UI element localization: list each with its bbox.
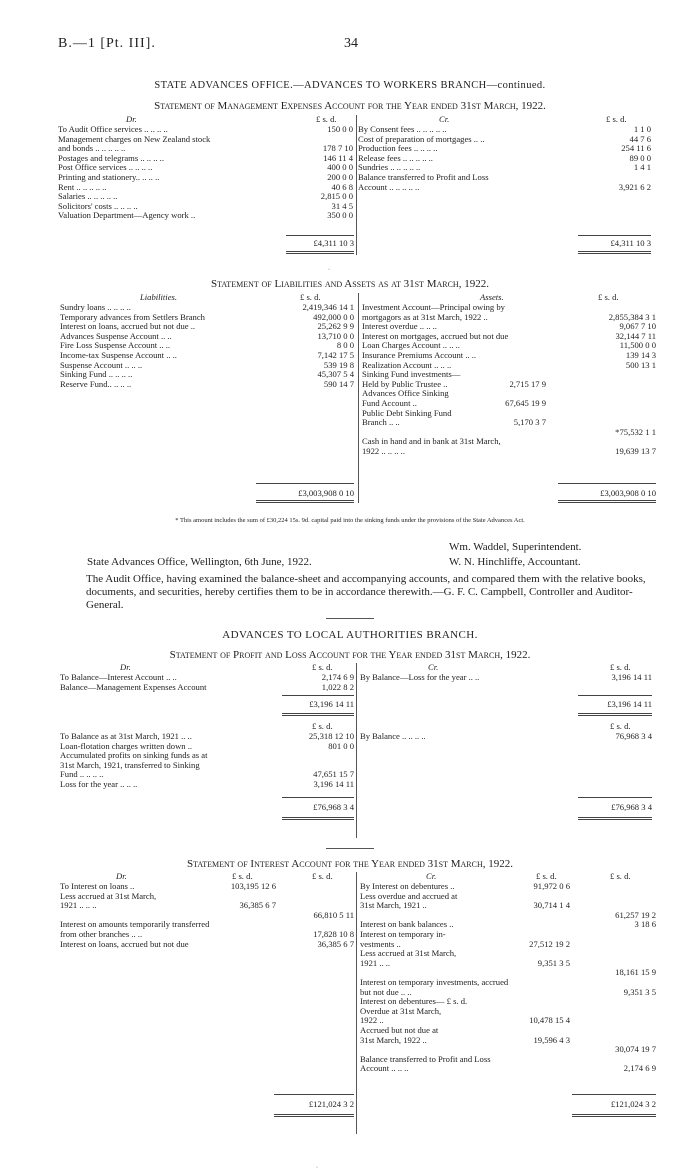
account-row	[360, 673, 652, 683]
currency-header: £ s. d.	[536, 871, 557, 881]
account-row	[360, 1036, 656, 1046]
liabilities-label: Liabilities.	[140, 292, 178, 302]
row-amount: 500 13 1	[625, 359, 656, 370]
row-amount: 36,385 6 7	[317, 938, 354, 949]
liab-account	[60, 293, 656, 503]
row-amount: 76,968 3 4	[615, 731, 652, 741]
signature-place-date: State Advances Office, Wellington, 6th June, 1922.	[87, 556, 312, 568]
row-amount: 17,828 10 8	[313, 928, 354, 939]
row-description: Valuation Department—Agency work ..	[58, 210, 196, 221]
row-description: Interest on loans, accrued but not due	[60, 938, 189, 949]
pl-total-1-cr: £3,196 14 11	[607, 699, 652, 709]
pl-total-2-cr: £76,968 3 4	[611, 802, 652, 812]
row-amount: 1 1 0	[633, 124, 651, 134]
interest-total-dr: £121,024 3 2	[308, 1099, 354, 1109]
account-row	[360, 1064, 656, 1074]
row-description: Public Debt Sinking Fund	[362, 407, 452, 418]
row-description: Income-tax Suspense Account .. ..	[60, 349, 177, 360]
mgmt-account	[58, 114, 651, 255]
row-description: Post Office services .. .. .. ..	[58, 162, 153, 173]
pl-total-1-dr: £3,196 14 11	[309, 699, 354, 709]
row-description: Rent .. .. .. .. ..	[58, 181, 107, 192]
row-subamount: 67,645 19 9	[505, 397, 546, 408]
row-description: Balance transferred to Profit and Loss	[358, 171, 489, 182]
row-amount: 350 0 0	[327, 210, 353, 221]
currency-header: £ s. d.	[598, 292, 619, 302]
row-description: 31st March, 1921 ..	[360, 900, 427, 911]
row-description: Postages and telegrams .. .. .. ..	[58, 152, 164, 163]
row-amount: 9,067 7 10	[619, 321, 656, 332]
row-amount: 400 0 0	[327, 162, 353, 173]
local-authorities-title: ADVANCES TO LOCAL AUTHORITIES BRANCH.	[222, 629, 478, 641]
currency-header: £ s. d.	[312, 662, 333, 672]
row-amount: 3,196 14 11	[313, 778, 354, 789]
row-amount: 66,810 5 11	[313, 909, 354, 920]
row-amount: 139 14 3	[625, 349, 656, 360]
row-amount: 44 7 6	[629, 133, 651, 144]
row-subamount: 2,715 17 9	[509, 378, 546, 389]
row-amount: 19,639 13 7	[615, 445, 656, 456]
row-subamount: 27,512 19 2	[529, 938, 570, 949]
row-amount: 89 0 0	[629, 152, 651, 163]
row-subamount: 30,714 1 4	[533, 900, 570, 911]
row-description: Reserve Fund.. .. .. ..	[60, 378, 132, 389]
account-row	[60, 683, 354, 693]
row-description: vestments ..	[360, 938, 401, 949]
account-row	[362, 418, 656, 428]
dr-label: Dr.	[126, 114, 137, 124]
currency-header: £ s. d.	[606, 114, 627, 124]
row-description: Less accrued at 31st March,	[60, 890, 157, 901]
row-amount: 3 18 6	[634, 919, 656, 930]
cr-label: Cr.	[426, 871, 437, 881]
pl-statement-title: Statement of Profit and Loss Account for the Year ended 31st March, 1922.	[169, 649, 531, 661]
currency-header: £ s. d.	[300, 292, 321, 302]
row-description: Account .. .. .. .. ..	[358, 181, 420, 192]
account-row	[60, 380, 354, 390]
row-description: Production fees .. .. .. ..	[358, 143, 438, 154]
row-description: 31st March, 1922 ..	[360, 1034, 427, 1045]
row-amount: 25,318 12 10	[308, 731, 354, 741]
row-amount: 7,142 17 5	[317, 349, 354, 360]
row-description: from other branches .. ..	[60, 928, 143, 939]
mgmt-statement-title: Statement of Management Expenses Account for the Year ended 31st March, 1922.	[154, 100, 546, 112]
row-description: 31st March, 1921, transferred to Sinking	[60, 759, 200, 770]
row-description: By Interest on debentures ..	[360, 881, 455, 891]
row-amount: 1,022 8 2	[321, 681, 354, 692]
row-description: Investment Account—Principal owing by	[362, 302, 505, 312]
row-description: By Balance—Loss for the year .. ..	[360, 672, 480, 682]
account-row	[60, 940, 354, 950]
row-description: Advances Suspense Account .. ..	[60, 330, 172, 341]
row-description: Interest on bank balances ..	[360, 919, 454, 930]
interest-account	[60, 872, 656, 1134]
row-description: Release fees .. .. .. .. ..	[358, 152, 433, 163]
account-row	[362, 409, 656, 419]
currency-header: £ s. d.	[312, 721, 333, 731]
page-foot-mark: ·	[316, 1165, 318, 1171]
assets-label: Assets.	[480, 292, 504, 302]
pl-total-2-dr: £76,968 3 4	[313, 802, 354, 812]
row-description: and bonds .. .. .. .. ..	[58, 143, 126, 154]
row-amount: 47,651 15 7	[313, 769, 354, 780]
currency-header: £ s. d.	[610, 662, 631, 672]
row-description: Loan Charges Account .. .. ..	[362, 340, 460, 351]
row-amount: 18,161 15 9	[615, 967, 656, 978]
row-description: To Balance as at 31st March, 1921 .. ..	[60, 731, 192, 741]
footnote: * This amount includes the sum of £30,224 15s. 9d. capital paid into the sinking funds under the provisions of the State Advances Act.	[175, 517, 525, 524]
row-description: Sinking Fund investments—	[362, 369, 461, 380]
row-description: Fund Account ..	[362, 397, 417, 408]
row-description: Cash in hand and in bank at 31st March,	[362, 436, 501, 447]
dr-label: Dr.	[120, 662, 131, 672]
liab-total: £3,003,908 0 10	[298, 488, 354, 498]
row-description: To Audit Office services .. .. .. ..	[58, 124, 168, 134]
row-description: Interest on temporary investments, accrued	[360, 976, 509, 987]
row-amount: 178 7 10	[322, 143, 353, 154]
row-description: To Interest on loans ..	[60, 881, 135, 891]
row-amount: 539 19 8	[323, 359, 354, 370]
row-amount: 2,174 6 9	[321, 672, 354, 682]
row-description: Sinking Fund .. .. .. ..	[60, 369, 133, 380]
row-amount: 8 0 0	[336, 340, 354, 351]
cr-label: Cr.	[428, 662, 439, 672]
row-description: Sundry loans .. .. .. ..	[60, 302, 131, 312]
row-amount: 492,000 0 0	[313, 311, 354, 322]
currency-header: £ s. d.	[610, 871, 631, 881]
signatory-superintendent: Wm. Waddel, Superintendent.	[449, 541, 582, 553]
row-amount: 150 0 0	[327, 124, 353, 134]
mgmt-total-cr: £4,311 10 3	[610, 238, 651, 248]
row-description: Solicitors' costs .. .. .. ..	[58, 200, 138, 211]
row-amount: 2,419,346 14 1	[302, 302, 354, 312]
account-row	[358, 183, 651, 193]
row-description: Interest on temporary in-	[360, 928, 446, 939]
row-amount: 9,351 3 5	[623, 986, 656, 997]
row-description: Interest on debentures— £ s. d.	[360, 996, 468, 1007]
row-description: Interest on loans, accrued but not due ..	[60, 321, 196, 332]
account-row	[362, 447, 656, 457]
account-row	[362, 437, 656, 447]
account-row	[60, 780, 354, 790]
row-amount: 1 4 1	[633, 162, 651, 173]
row-amount: 254 11 6	[621, 143, 651, 154]
row-description: Salaries .. .. .. .. ..	[58, 191, 118, 202]
row-subamount: 9,351 3 5	[537, 957, 570, 968]
account-row	[360, 930, 656, 940]
row-amount: 61,257 19 2	[615, 909, 656, 920]
row-description: 1921 .. .. ..	[60, 900, 97, 911]
row-subamount: 103,195 12 6	[230, 881, 276, 891]
row-description: Advances Office Sinking	[362, 388, 449, 399]
row-description: Interest on mortgages, accrued but not due	[362, 330, 509, 341]
row-description: Management charges on New Zealand stock	[58, 133, 211, 144]
separator-dot: ·	[328, 267, 330, 273]
row-description: 1922 ..	[360, 1015, 384, 1026]
account-row	[360, 732, 652, 742]
row-description: Balance—Management Expenses Account	[60, 681, 207, 692]
row-description: Interest on amounts temporarily transferred	[60, 919, 210, 930]
row-description: 1921 .. ..	[360, 957, 391, 968]
workers-branch-title: STATE ADVANCES OFFICE.—ADVANCES TO WORKERS BRANCH—continued.	[154, 80, 546, 91]
account-row	[360, 959, 656, 969]
row-description: Overdue at 31st March,	[360, 1005, 442, 1016]
row-amount: 2,855,384 3 1	[608, 311, 656, 322]
account-row	[60, 761, 354, 771]
row-amount: 13,710 0 0	[317, 330, 354, 341]
row-description: Balance transferred to Profit and Loss	[360, 1053, 491, 1064]
row-amount: 200 0 0	[327, 171, 353, 182]
currency-header: £ s. d.	[316, 114, 337, 124]
row-subamount: 91,972 0 6	[533, 881, 570, 891]
currency-header: £ s. d.	[610, 721, 631, 731]
row-description: Accrued but not due at	[360, 1024, 439, 1035]
row-description: Sundries .. .. .. .. ..	[358, 162, 421, 173]
assets-total: £3,003,908 0 10	[600, 488, 656, 498]
page-reference: B.—1 [Pt. III].	[58, 36, 156, 51]
row-description: Less accrued at 31st March,	[360, 948, 457, 959]
row-amount: 31 4 5	[331, 200, 353, 211]
row-amount: 11,500 0 0	[619, 340, 656, 351]
row-description: Less overdue and accrued at	[360, 890, 458, 901]
row-subamount: 36,385 6 7	[239, 900, 276, 911]
row-description: 1922 .. .. .. ..	[362, 445, 405, 456]
row-description: Accumulated profits on sinking funds as at	[60, 750, 208, 761]
cr-label: Cr.	[439, 114, 450, 124]
interest-total-cr: £121,024 3 2	[610, 1099, 656, 1109]
page-number: 34	[344, 36, 358, 51]
row-description: Fund .. .. .. ..	[60, 769, 104, 780]
currency-header: £ s. d.	[232, 871, 253, 881]
row-amount: 25,262 9 9	[317, 321, 354, 332]
row-description: By Consent fees .. .. .. .. ..	[358, 124, 447, 134]
row-amount: 2,815 0 0	[320, 191, 353, 202]
row-amount: 32,144 7 11	[615, 330, 656, 341]
row-amount: 146 11 4	[323, 152, 353, 163]
row-subamount: 10,478 15 4	[529, 1015, 570, 1026]
row-description: Fire Loss Suspense Account .. ..	[60, 340, 171, 351]
row-description: Loan-flotation charges written down ..	[60, 740, 193, 751]
interest-statement-title: Statement of Interest Account for the Year ended 31st March, 1922.	[186, 858, 514, 870]
liab-statement-title: Statement of Liabilities and Assets as at 31st March, 1922.	[211, 278, 489, 290]
row-description: To Balance—Interest Account .. ..	[60, 672, 177, 682]
row-description: Cost of preparation of mortgages .. ..	[358, 133, 485, 144]
row-amount: 3,196 14 11	[611, 672, 652, 682]
row-subamount: 19,596 4 3	[533, 1034, 570, 1045]
signatory-accountant: W. N. Hinchliffe, Accountant.	[449, 556, 581, 568]
row-amount: 2,174 6 9	[623, 1063, 656, 1074]
row-amount: 590 14 7	[323, 378, 354, 389]
row-description: Insurance Premiums Account .. ..	[362, 349, 477, 360]
account-row	[360, 1007, 656, 1017]
row-description: but not due .. ..	[360, 986, 412, 997]
mgmt-total-dr: £4,311 10 3	[313, 238, 354, 248]
account-row	[360, 901, 656, 911]
row-description: Loss for the year .. .. ..	[60, 778, 138, 789]
row-description: Interest overdue .. .. ..	[362, 321, 437, 332]
row-description: By Balance .. .. .. ..	[360, 731, 426, 741]
row-description: Printing and stationery.. .. .. ..	[58, 171, 160, 182]
account-row	[360, 949, 656, 959]
row-subamount: 5,170 3 7	[513, 417, 546, 428]
row-description: Branch .. ..	[362, 417, 400, 428]
row-amount: 801 0 0	[328, 740, 354, 751]
account-row	[60, 892, 354, 902]
account-row	[58, 211, 353, 221]
row-amount: 40 6 8	[331, 181, 353, 192]
row-description: Realization Account .. .. ..	[362, 359, 452, 370]
dr-label: Dr.	[116, 871, 127, 881]
row-description: Temporary advances from Settlers Branch	[60, 311, 205, 322]
row-description: mortgagors as at 31st March, 1922 ..	[362, 311, 488, 322]
row-amount: 30,074 19 7	[615, 1044, 656, 1055]
row-amount: 3,921 6 2	[618, 181, 651, 192]
row-amount: *75,532 1 1	[615, 426, 656, 437]
row-description: Suspense Account .. .. ..	[60, 359, 143, 370]
audit-certificate: The Audit Office, having examined the balance-sheet and accompanying accounts, and compared them with the relative books, documents, and securities, hereby certifies them to be in accordance therewith.—G. F. C. Campbell, Controller and Auditor-General.	[86, 573, 646, 611]
account-row	[60, 901, 354, 911]
row-description: Held by Public Trustee ..	[362, 378, 448, 389]
pl-account	[60, 663, 656, 838]
currency-header: £ s. d.	[312, 871, 333, 881]
row-amount: 45,307 5 4	[317, 369, 354, 380]
row-description: Account .. .. ..	[360, 1063, 409, 1074]
